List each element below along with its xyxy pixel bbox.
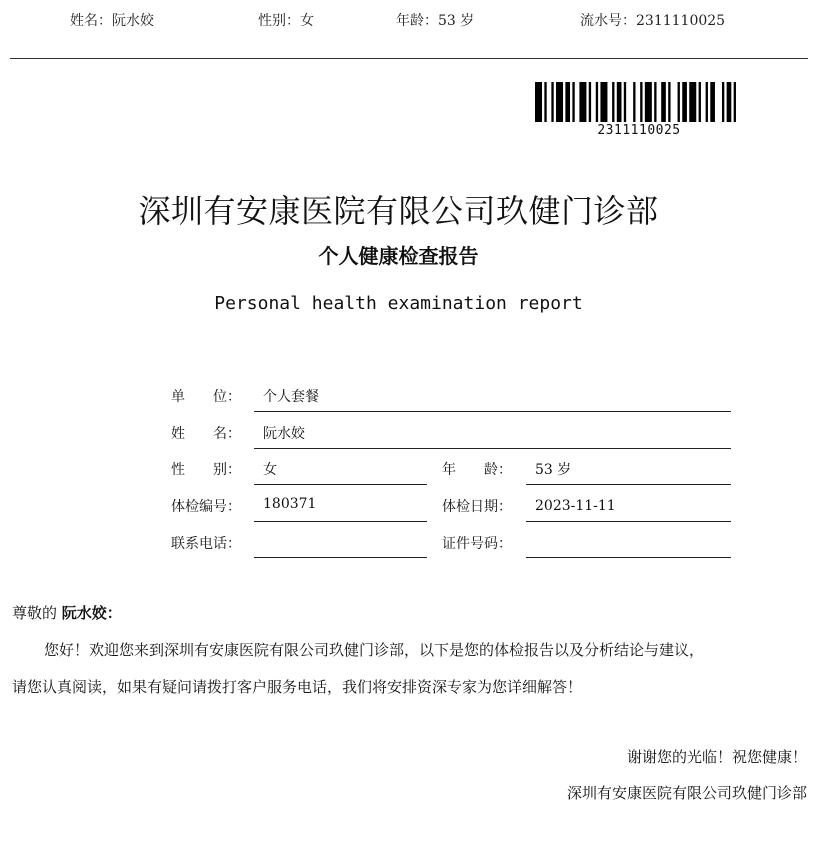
recipient-name: 阮水姣： (61, 604, 122, 622)
clinic-title: 深圳有安康医院有限公司玖健门诊部 (138, 192, 659, 230)
barcode-bar (678, 82, 680, 122)
header-age: 年龄：53 岁 (396, 13, 475, 29)
barcode-bar (668, 82, 670, 122)
barcode-bar (551, 82, 553, 122)
name-label: 姓 名： (171, 426, 241, 442)
letter-line-1: 您好！欢迎您来到深圳有安康医院有限公司玖健门诊部，以下是您的体检报告以及分析结论与建议， (44, 641, 705, 659)
barcode-bar (734, 82, 736, 122)
gender-underline (254, 484, 427, 485)
phone-underline (254, 557, 427, 558)
thanks-line: 谢谢您的光临！祝您健康！ (626, 748, 807, 766)
barcode-bar (710, 82, 715, 122)
barcode-bar (689, 82, 696, 122)
barcode-bar (579, 82, 586, 122)
phone-label: 联系电话： (171, 536, 241, 552)
barcode-bar (661, 82, 666, 122)
report-title: 个人健康检查报告 (318, 244, 479, 268)
barcode-bar (617, 82, 622, 122)
report-title-english: Personal health examination report (214, 293, 583, 314)
exam-date-label: 体检日期： (442, 499, 512, 515)
barcode-bar (682, 82, 687, 122)
gender-label: 性 别： (171, 462, 241, 478)
barcode-bar (565, 82, 570, 122)
gender-value: 女 (263, 462, 277, 478)
letter-line-2: 请您认真阅读，如果有疑问请拨打客户服务电话，我们将安排资深专家为您详细解答！ (12, 678, 583, 696)
name-underline (254, 448, 731, 449)
id-number-underline (526, 557, 731, 558)
barcode-bar (640, 82, 642, 122)
id-number-label: 证件号码： (442, 536, 512, 552)
unit-label: 单 位： (171, 389, 241, 405)
barcode-number: 2311110025 (597, 123, 681, 138)
header-gender: 性别：女 (258, 13, 314, 29)
exam-number-label: 体检编号： (171, 499, 241, 515)
barcode-bar (556, 82, 563, 122)
unit-value: 个人套餐 (263, 389, 319, 405)
unit-underline (254, 411, 731, 412)
barcode-bar (727, 82, 732, 122)
barcode-bar (654, 82, 656, 122)
salutation-prefix: 尊敬的 (12, 604, 58, 622)
barcode-image (535, 82, 743, 122)
barcode-bar (612, 82, 614, 122)
barcode-bar (596, 82, 598, 122)
header-name: 姓名：阮水姣 (70, 13, 154, 29)
barcode-bar (633, 82, 635, 122)
barcode-bar (544, 82, 546, 122)
exam-number-underline (254, 521, 427, 522)
age-value: 53 岁 (535, 462, 572, 478)
header-divider (10, 58, 808, 59)
signature-line: 深圳有安康医院有限公司玖健门诊部 (566, 784, 807, 802)
age-label: 年 龄： (442, 462, 512, 478)
exam-number-value: 180371 (263, 496, 317, 512)
exam-date-underline (526, 521, 731, 522)
salutation (12, 602, 122, 623)
header-serial: 流水号：2311110025 (580, 13, 726, 29)
barcode-bar (706, 82, 708, 122)
barcode-bar (699, 82, 701, 122)
barcode-bar (645, 82, 652, 122)
barcode-bar (722, 82, 724, 122)
exam-date-value: 2023-11-11 (535, 498, 616, 514)
age-underline (526, 484, 731, 485)
barcode-bar (589, 82, 591, 122)
barcode-bar (535, 82, 542, 122)
barcode-bar (600, 82, 607, 122)
barcode-bar (624, 82, 626, 122)
name-value: 阮水姣 (263, 426, 305, 442)
barcode-bar (572, 82, 574, 122)
